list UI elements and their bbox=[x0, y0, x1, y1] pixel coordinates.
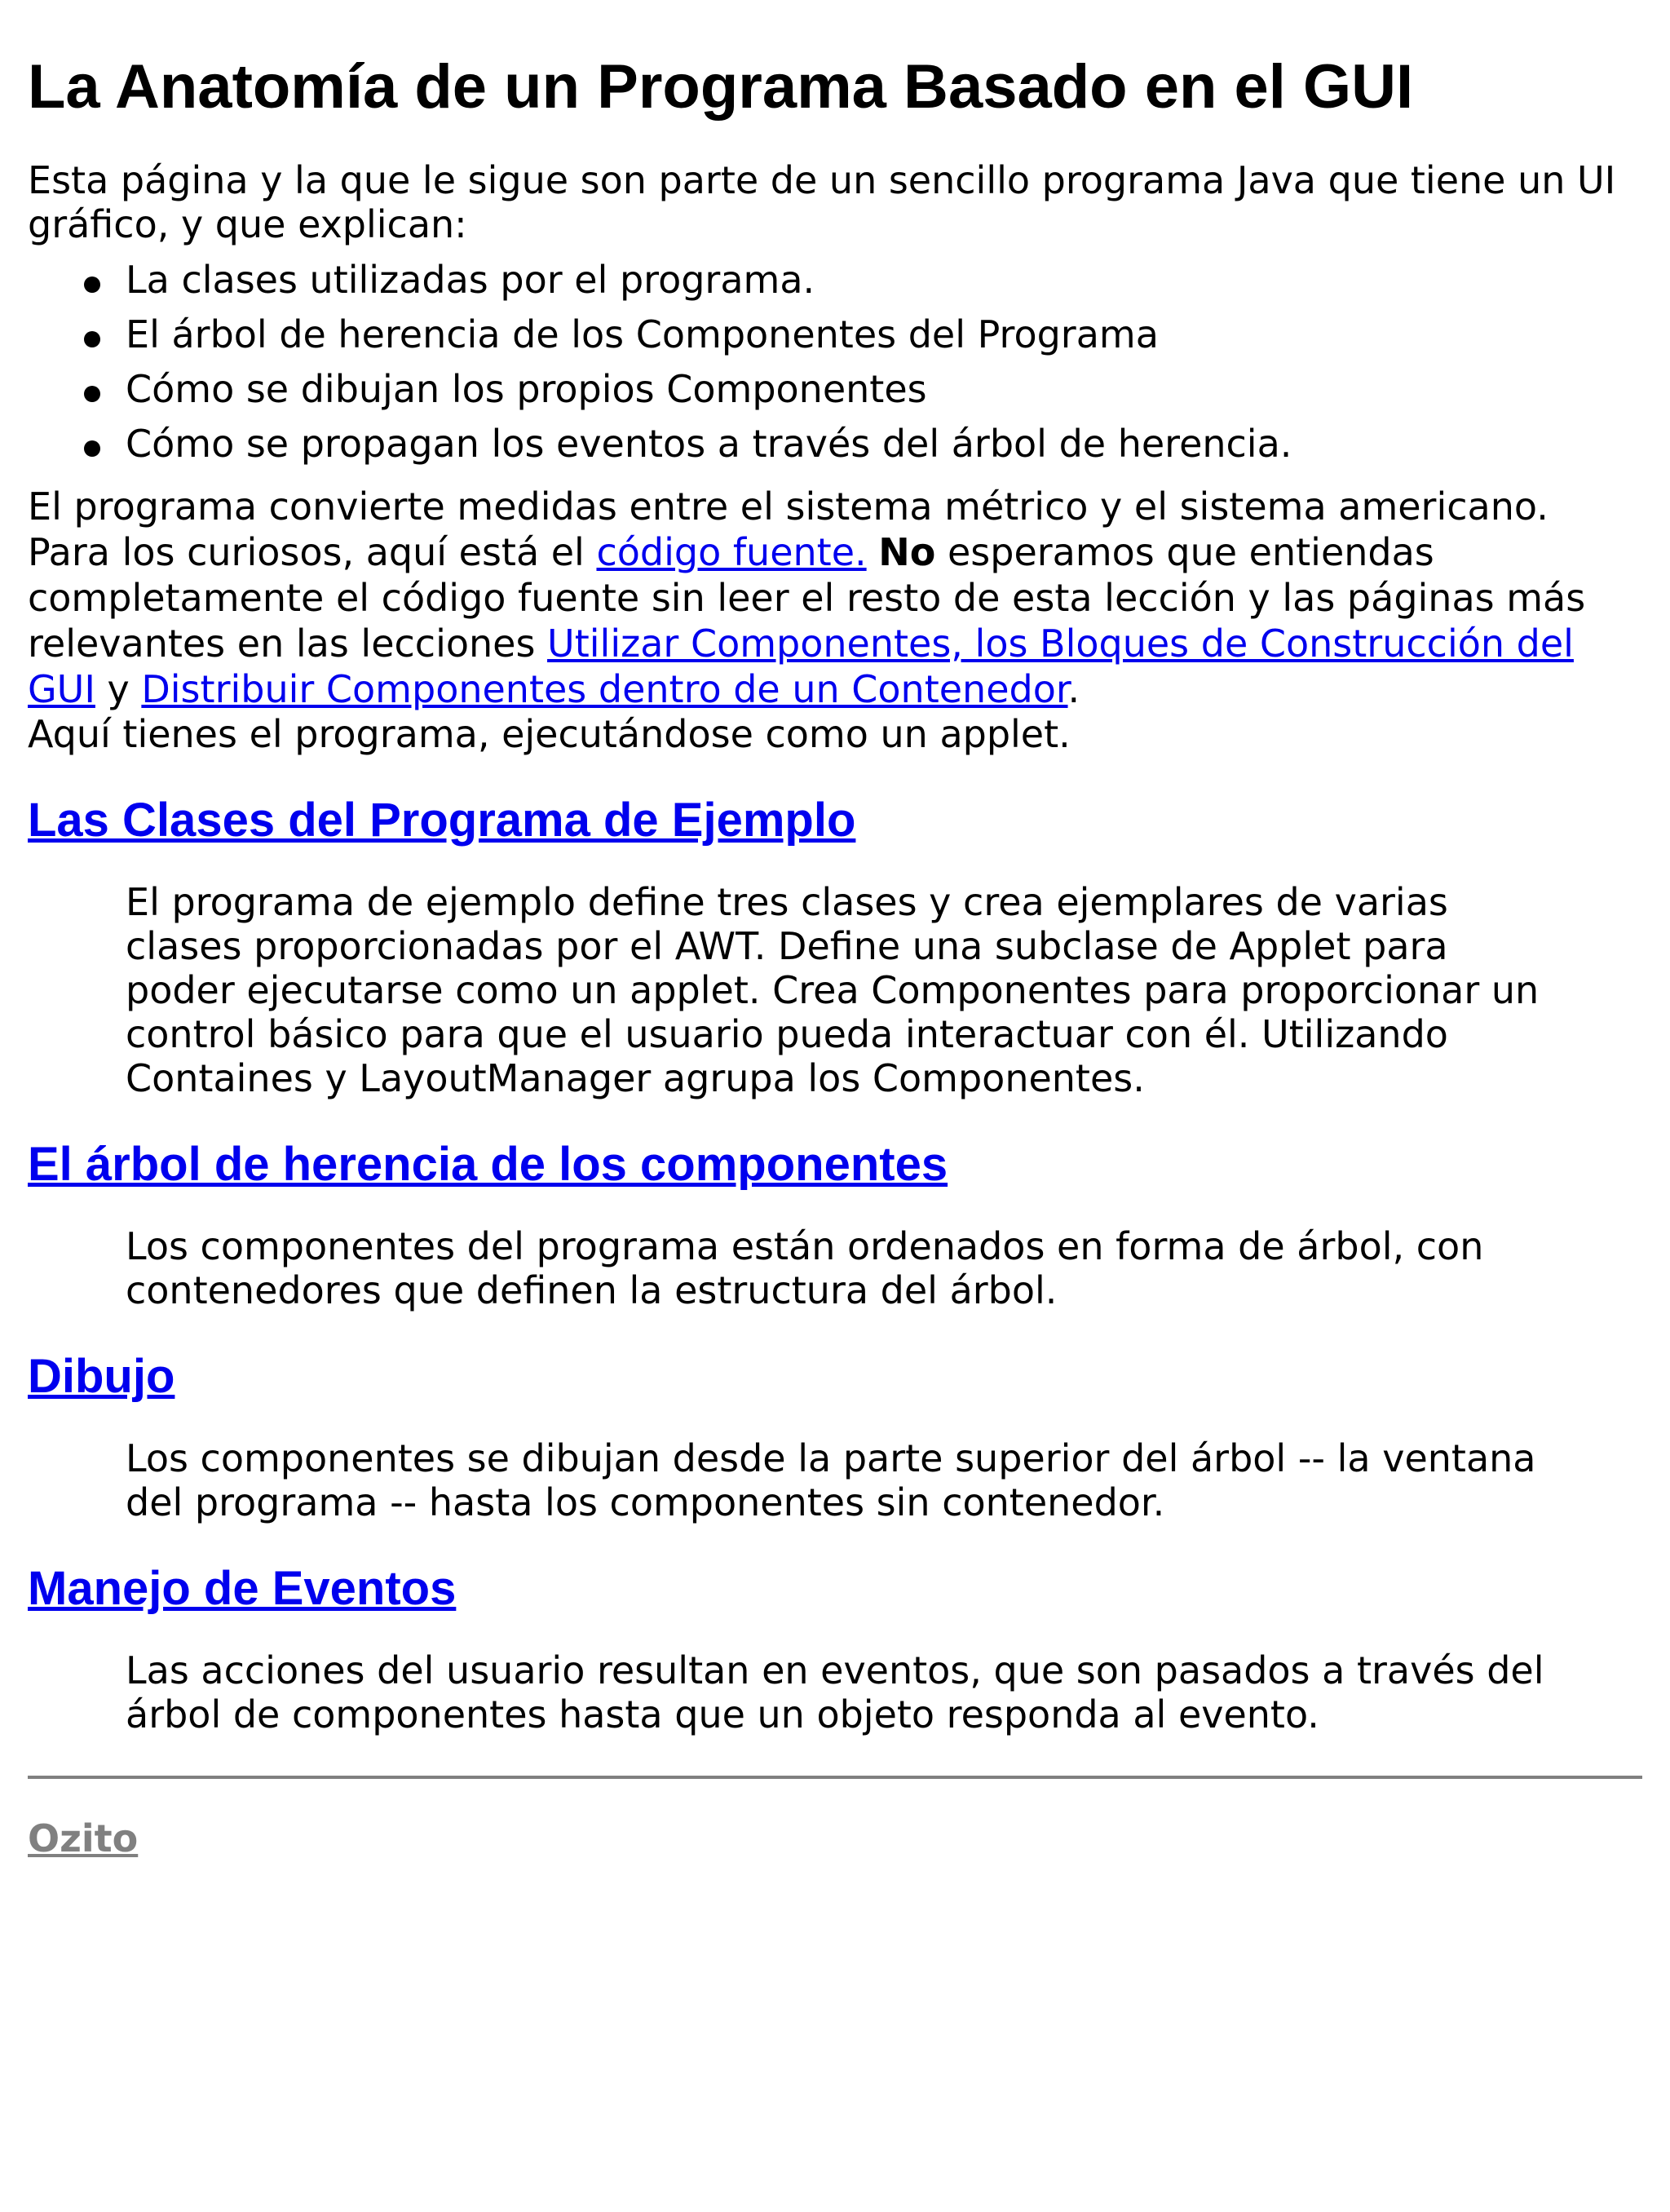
section-heading bbox=[28, 1560, 1642, 1617]
list-item-text: El árbol de herencia de los Componentes del Programa bbox=[126, 312, 1159, 356]
section-link-classes[interactable]: Las Clases del Programa de Ejemplo bbox=[28, 794, 856, 847]
topics-list bbox=[28, 258, 1642, 466]
section-body: Los componentes del programa están ordenados en forma de árbol, con contenedores que definen la estructura del árbol. bbox=[126, 1224, 1484, 1312]
bullet-icon bbox=[84, 386, 100, 402]
page-title: La Anatomía de un Programa Basado en el GUI bbox=[28, 52, 1414, 122]
section-body: Los componentes se dibujan desde la parte superior del árbol -- la ventana del programa -- hasta los componentes sin contenedor. bbox=[126, 1436, 1536, 1524]
section-link-events[interactable]: Manejo de Eventos bbox=[28, 1562, 457, 1615]
section-link-tree[interactable]: El árbol de herencia de los componentes bbox=[28, 1138, 948, 1191]
intro-text: Esta página y la que le sigue son parte de un sencillo programa Java que tiene un UI gráfico, y que explican: bbox=[28, 158, 1616, 246]
section-heading bbox=[28, 1136, 1642, 1193]
lesson-layout-link[interactable]: Distribuir Componentes dentro de un Contenedor bbox=[141, 667, 1068, 711]
description-text: esperamos que entiendas completamente el código fuente sin leer el resto de esta lección y las páginas más relevantes en las lecciones bbox=[28, 530, 1586, 666]
section-body: El programa de ejemplo define tres clases y crea ejemplares de varias clases proporcionadas por el AWT. Define una subclase de Applet para poder ejecutarse como un applet. Crea Componentes para proporcionar un control básico para que el usuario pueda interactuar con él. Utilizando Containes y LayoutManager agrupa los Componentes. bbox=[126, 880, 1540, 1100]
source-code-link[interactable]: código fuente. bbox=[596, 530, 867, 574]
footer bbox=[28, 1816, 138, 1860]
divider bbox=[28, 1776, 1642, 1779]
description-text: El programa convierte medidas entre el sistema métrico y el sistema americano. Para los curiosos, aquí está el bbox=[28, 484, 1549, 574]
list-item-text: Cómo se dibujan los propios Componentes bbox=[126, 367, 927, 411]
ozito-link[interactable]: Ozito bbox=[28, 1816, 139, 1860]
bullet-icon bbox=[84, 276, 100, 293]
section-heading bbox=[28, 1348, 1642, 1405]
bullet-icon bbox=[84, 440, 100, 457]
description-paragraph: El programa convierte medidas entre el sistema métrico y el sistema americano. Para los curiosos, aquí está el código fuente. No esperamos que entiendas completamente el código fuente sin leer el resto de esta lección y las páginas más relevantes en las lecciones Utilizar Componentes, los Bloques de Construcción del GUI y Distribuir Componentes dentro de un Contenedor. bbox=[28, 484, 1586, 711]
bullet-icon bbox=[84, 331, 100, 347]
section-body: Las acciones del usuario resultan en eventos, que son pasados a través del árbol de componentes hasta que un objeto responda al evento. bbox=[126, 1648, 1544, 1736]
list-item bbox=[126, 422, 1642, 466]
applet-line: Aquí tienes el programa, ejecutándose como un applet. bbox=[28, 712, 1071, 756]
section-link-drawing[interactable]: Dibujo bbox=[28, 1350, 175, 1403]
description-text: y bbox=[95, 667, 142, 711]
list-item bbox=[126, 258, 1642, 302]
list-item-text: Cómo se propagan los eventos a través del árbol de herencia. bbox=[126, 422, 1292, 466]
list-item bbox=[126, 367, 1642, 411]
lesson-components-link[interactable]: Utilizar Componentes, los Bloques de Construcción del GUI bbox=[28, 622, 1574, 711]
list-item-text: La clases utilizadas por el programa. bbox=[126, 258, 815, 302]
section-heading bbox=[28, 792, 1642, 849]
emphasis-no: No bbox=[878, 530, 936, 574]
list-item bbox=[126, 312, 1642, 356]
